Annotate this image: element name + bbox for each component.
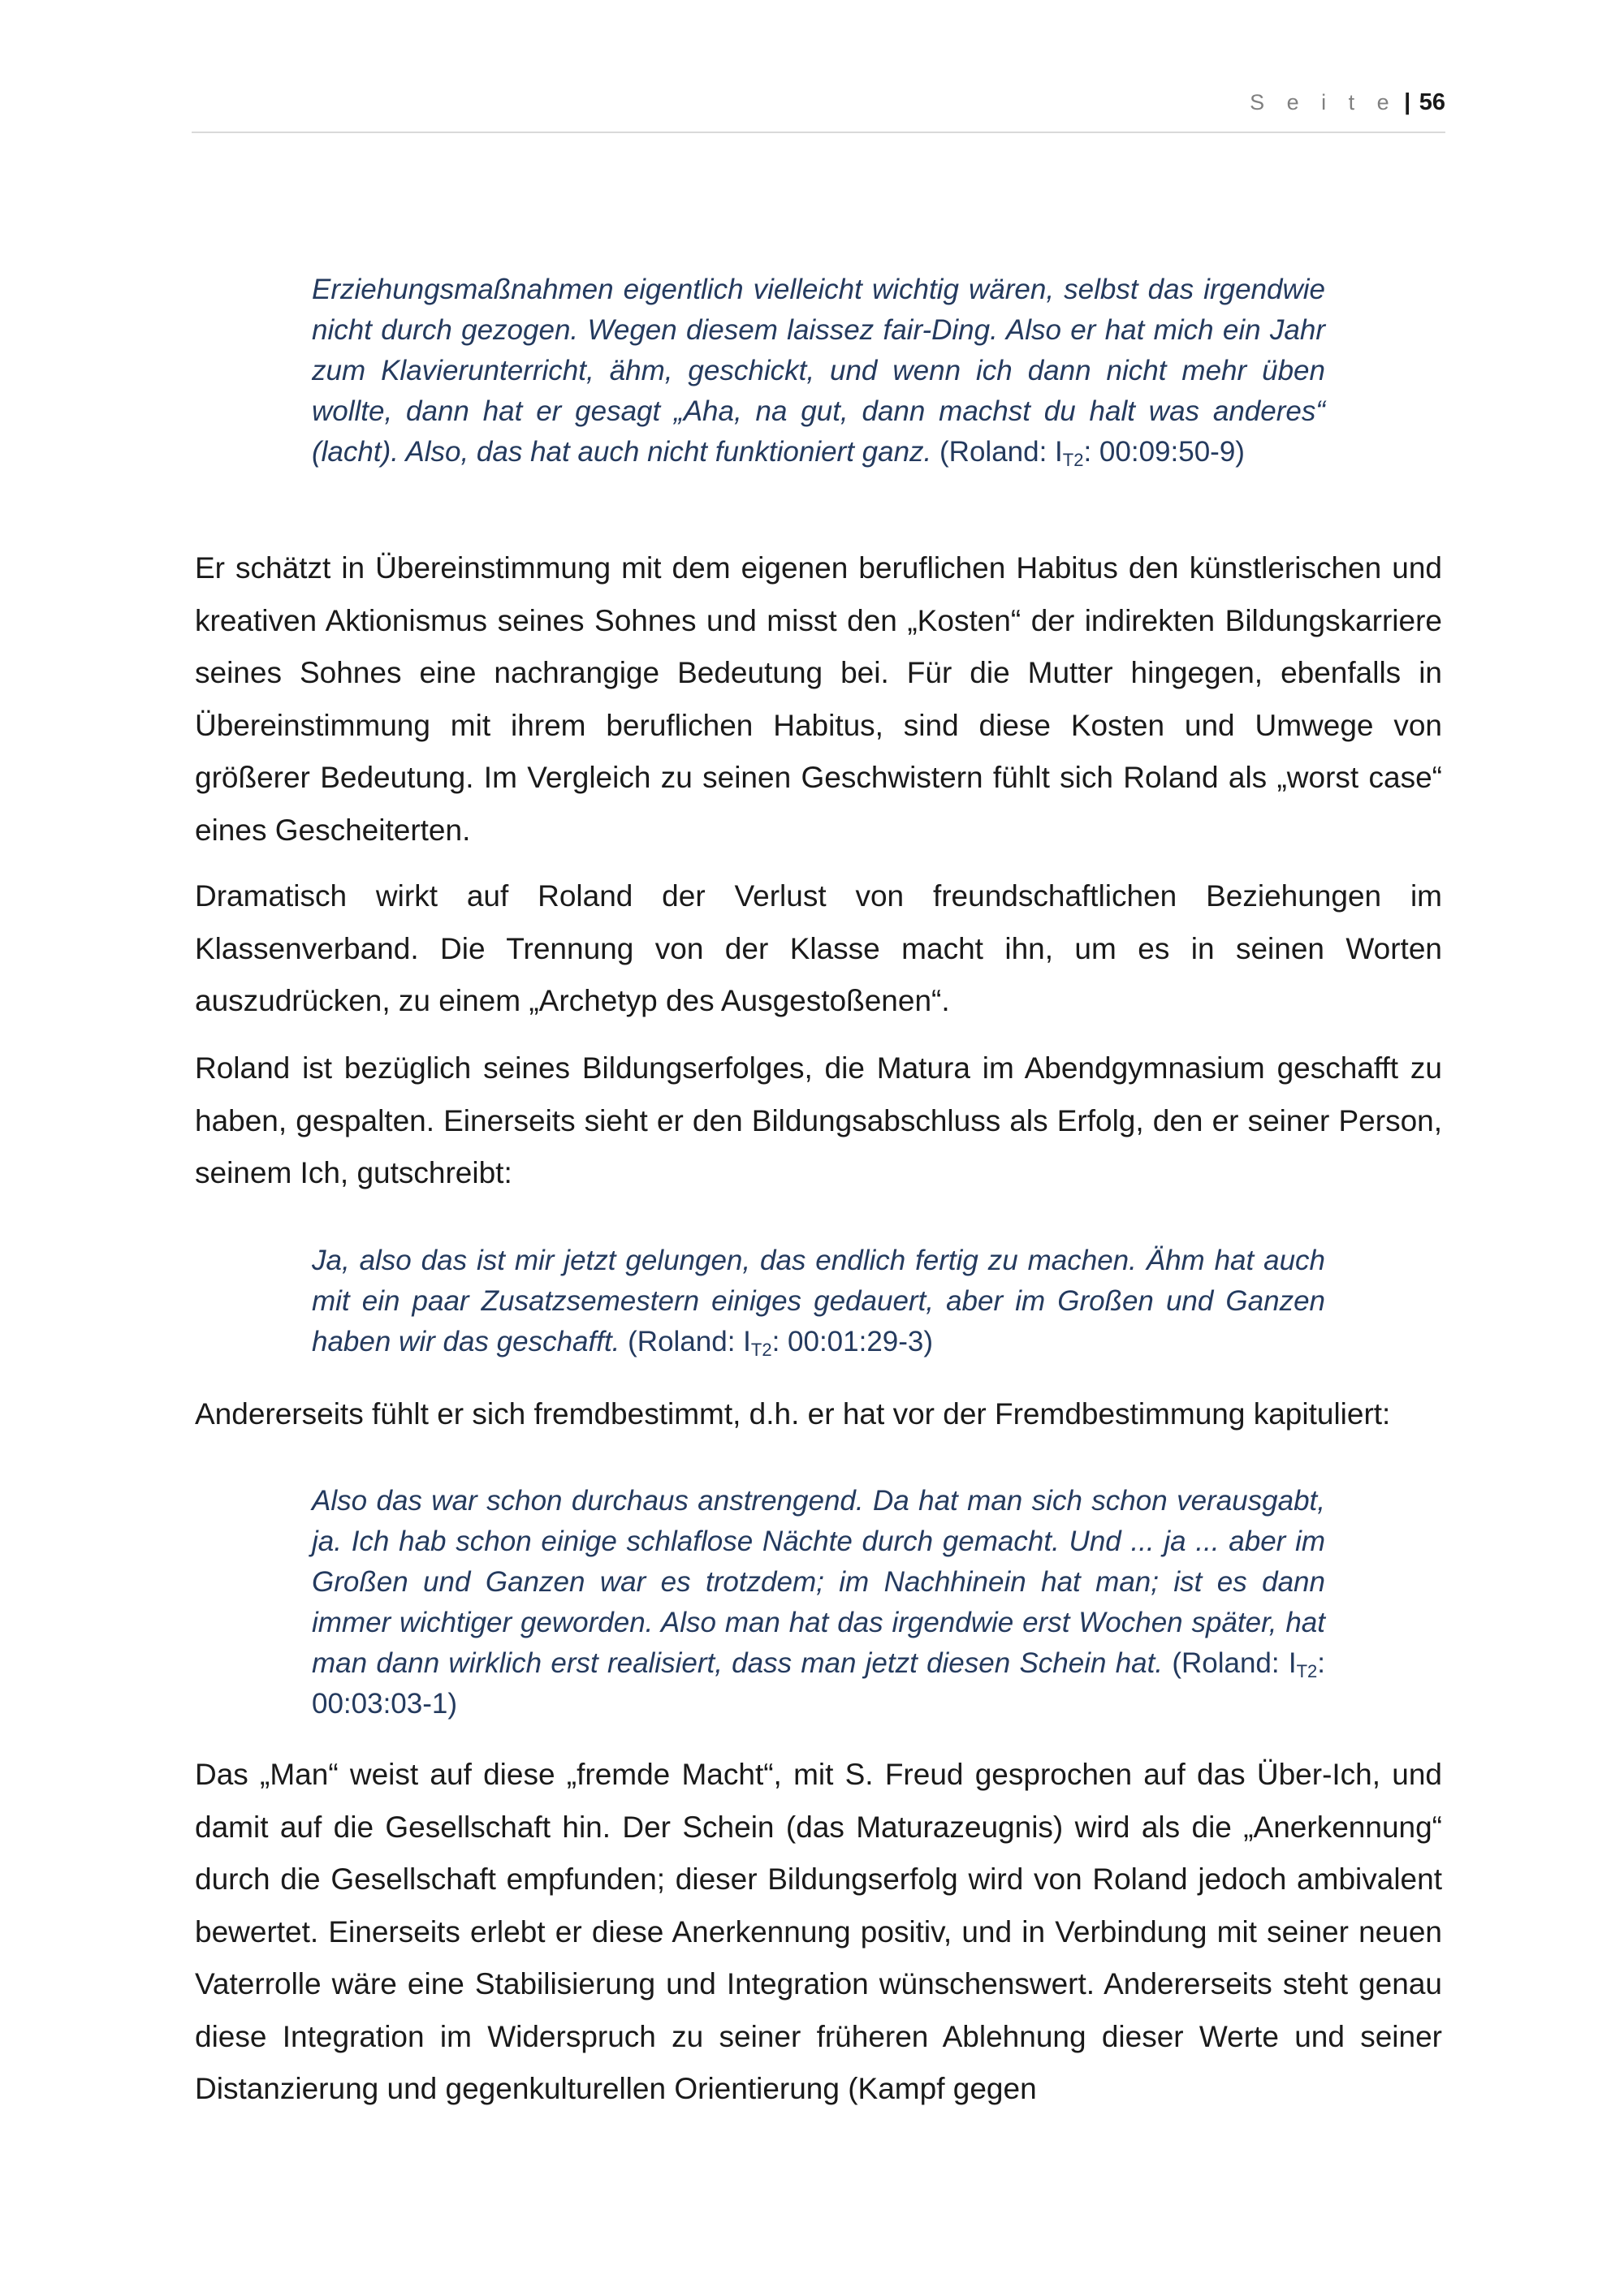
quote-text: Erziehungsmaßnahmen eigentlich vielleicht wichtig wären, selbst das irgendwie nicht durch gezogen. Wegen diesem laissez fair-Ding. Also er hat mich ein Jahr zum Klavierunterricht, ähm, geschickt, und wenn ich dann nicht mehr üben wollte, dann hat er gesagt „Aha, na gut, dann machst du halt was anderes“ (lacht). Also, das hat auch nicht funktioniert ganz. xyxy=(312,274,1325,468)
page-header xyxy=(192,89,1445,133)
block-quote-2 xyxy=(312,1241,1325,1362)
paragraph-2: Dramatisch wirkt auf Roland der Verlust von freundschaftlichen Beziehungen im Klassenverband. Die Trennung von der Klasse macht ihn, um es in seinen Worten auszudrücken, zu einem „Archetyp des Ausgestoßenen“. xyxy=(195,879,1442,1017)
paragraph-1: Er schätzt in Übereinstimmung mit dem eigenen beruflichen Habitus den künstlerischen und kreativen Aktionismus seines Sohnes und misst den „Kosten“ der indirekten Bildungskarriere seines Sohnes eine nachrangige Bedeutung bei. Für die Mutter hingegen, ebenfalls in Übereinstimmung mit ihrem beruflichen Habitus, sind diese Kosten und Umwege von größerer Bedeutung. Im Vergleich zu seinen Geschwistern fühlt sich Roland als „worst case“ eines Gescheiterten. xyxy=(195,551,1442,847)
quote-citation: (Roland: $I_{T2}$: 00:09:50-9) xyxy=(939,436,1245,470)
paragraph-4: Andererseits fühlt er sich fremdbestimmt, d.h. er hat vor der Fremdbestimmung kapituliert: xyxy=(195,1397,1391,1431)
header-separator: | xyxy=(1404,89,1411,115)
quote-citation: (Roland: $I_{T2}$: 00:03:03-1) xyxy=(312,1647,1325,1720)
paragraph-5: Das „Man“ weist auf diese „fremde Macht“, mit S. Freud gesprochen auf das Über-Ich, und damit auf die Gesellschaft hin. Der Schein (das Maturazeugnis) wird als die „Anerkennung“ durch die Gesellschaft empfunden; dieser Bildungserfolg wird von Roland jedoch ambivalent bewertet. Einerseits erlebt er diese Anerkennung positiv, und in Verbindung mit seiner neuen Vaterrolle wäre eine Stabilisierung und Integration wünschenswert. Andererseits steht genau diese Integration im Widerspruch zu seiner früheren Ablehnung dieser Werte und seiner Distanzierung und gegenkulturellen Orientierung (Kampf gegen xyxy=(195,1758,1442,2105)
block-quote-1 xyxy=(312,270,1325,473)
quote-text: Also das war schon durchaus anstrengend. Da hat man sich schon verausgabt, ja. Ich hab schon einige schlaflose Nächte durch gemacht. Und ... ja ... aber im Großen und Ganzen war es trotzdem; im Nachhinein hat man; ist es dann immer wichtiger geworden. Also man hat das irgendwie erst Wochen später, hat man dann wirklich erst realisiert, dass man jetzt diesen Schein hat. xyxy=(312,1485,1325,1679)
quote-text: Ja, also das ist mir jetzt gelungen, das endlich fertig zu machen. Ähm hat auch mit ein paar Zusatzsemestern einiges gedauert, aber im Großen und Ganzen haben wir das geschafft. xyxy=(312,1245,1325,1357)
page-number: 56 xyxy=(1419,89,1445,115)
page-label: S e i t e xyxy=(1250,90,1397,114)
quote-citation: (Roland: $I_{T2}$: 00:01:29-3) xyxy=(628,1326,934,1360)
paragraph-3: Roland ist bezüglich seines Bildungserfolges, die Matura im Abendgymnasium geschafft zu haben, gespalten. Einerseits sieht er den Bildungsabschluss als Erfolg, den er seiner Person, seinem Ich, gutschreibt: xyxy=(195,1051,1442,1189)
block-quote-3 xyxy=(312,1481,1325,1724)
